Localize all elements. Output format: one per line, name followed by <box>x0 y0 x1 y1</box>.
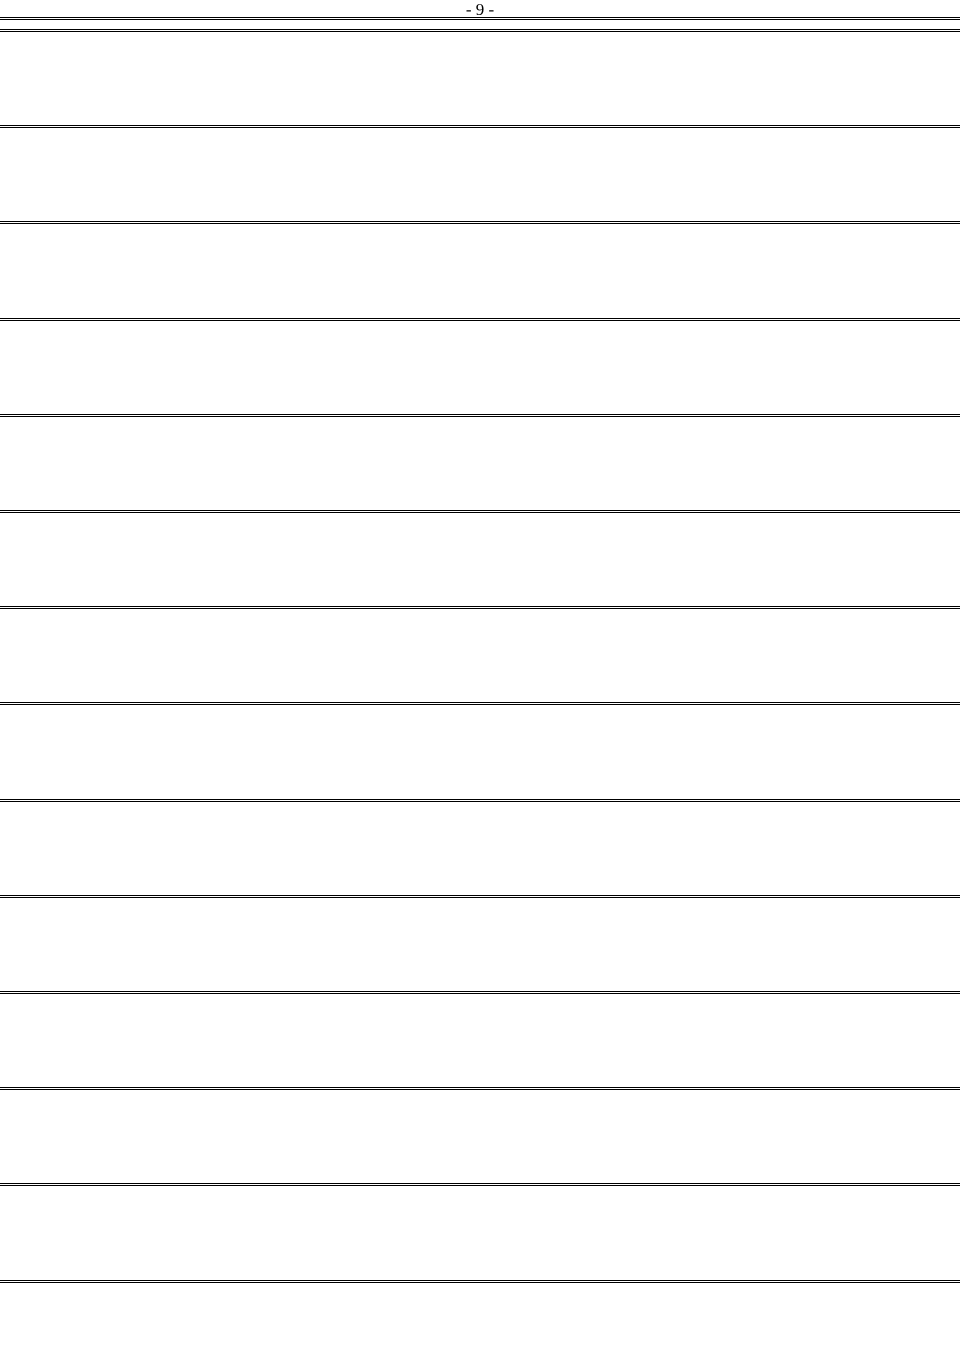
section-divider <box>0 1183 960 1186</box>
section-divider <box>0 125 960 128</box>
section-divider <box>0 1087 960 1090</box>
section-divider <box>0 991 960 994</box>
section-divider <box>0 29 960 32</box>
section-divider <box>0 17 960 20</box>
section-divider <box>0 414 960 417</box>
section-divider <box>0 799 960 802</box>
section-divider <box>0 895 960 898</box>
section-divider <box>0 702 960 705</box>
section-divider <box>0 510 960 513</box>
section-divider <box>0 221 960 224</box>
section-divider <box>0 1280 960 1283</box>
section-divider <box>0 318 960 321</box>
section-divider <box>0 606 960 609</box>
page-number: - 9 - <box>465 0 495 19</box>
